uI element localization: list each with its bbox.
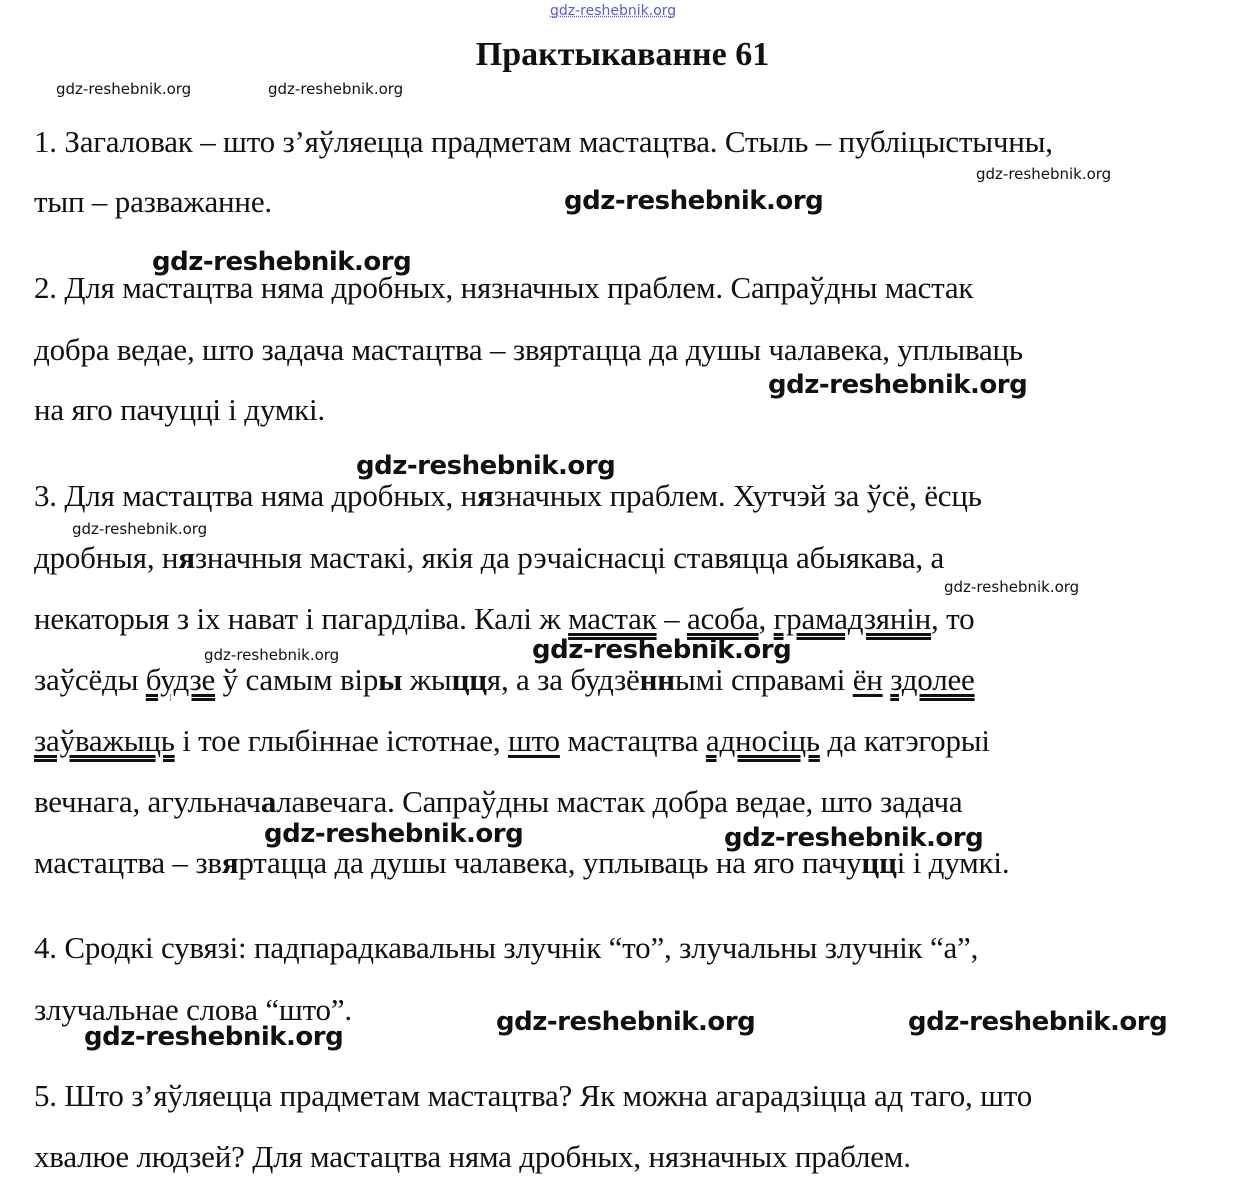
text-segment: 3. Для мастацтва няма дробных, н <box>34 478 478 513</box>
underlined-word: здолее <box>890 662 975 697</box>
text-segment: і тое глыбіннае істотнае, <box>174 723 508 758</box>
paragraph-4-line: злучальнае слова “што”. <box>34 992 352 1027</box>
watermark: gdz-reshebnik.org <box>944 578 1080 596</box>
text-segment: да катэгорыі <box>819 723 990 758</box>
paragraph-2-line: на яго пачуцці і думкі. <box>34 392 325 427</box>
text-segment: , <box>758 601 774 636</box>
paragraph-3-line <box>34 723 990 759</box>
text-segment: – <box>656 601 687 636</box>
text-segment: , то <box>931 601 975 636</box>
bold-letter: ы <box>378 662 403 697</box>
watermark: gdz-reshebnik.org <box>532 635 792 665</box>
watermark: gdz-reshebnik.org <box>564 186 824 216</box>
watermark: gdz-reshebnik.org <box>72 520 208 538</box>
text-segment: ртацца да душы чалавека, уплываць на яго пачу <box>238 845 862 880</box>
underlined-word: што <box>507 723 560 758</box>
watermark: gdz-reshebnik.org <box>976 165 1112 183</box>
text-segment: заўсёды <box>34 662 146 697</box>
paragraph-3-line <box>34 478 982 514</box>
bold-letter: я <box>477 478 494 513</box>
watermark: gdz-reshebnik.org <box>268 80 404 98</box>
watermark: gdz-reshebnik.org <box>356 451 616 481</box>
text-segment: вечнага, агульнач <box>34 784 261 819</box>
paragraph-3-line <box>34 784 962 820</box>
watermark: gdz-reshebnik.org <box>84 1022 344 1052</box>
watermark: gdz-reshebnik.org <box>768 370 1028 400</box>
underlined-word: адносіць <box>705 723 820 758</box>
text-segment: некаторыя з іх нават і пагардліва. Калі ж <box>34 601 569 636</box>
bold-letter: я <box>221 845 239 880</box>
text-segment: ў самым вір <box>215 662 379 697</box>
underlined-word: заўважыць <box>34 723 175 758</box>
paragraph-1-line: 1. Загаловак – што з’яўляецца прадметам мастацтва. Стыль – публіцыстычны, <box>34 124 1053 159</box>
paragraph-2-line: добра ведае, што задача мастацтва – звяртацца да душы чалавека, уплываць <box>34 332 1023 367</box>
text-segment: я, а за будзё <box>486 662 640 697</box>
underlined-word: мастак <box>568 601 657 636</box>
watermark: gdz-reshebnik.org <box>724 823 984 853</box>
underlined-word: будзе <box>145 662 216 697</box>
text-segment: мастацтва <box>559 723 706 758</box>
watermark: gdz-reshebnik.org <box>908 1007 1168 1037</box>
underlined-word: грамадзянін <box>773 601 932 636</box>
text-segment: і і думкі. <box>896 845 1010 880</box>
paragraph-1-line: тып – разважанне. <box>34 184 272 219</box>
text-segment: значных праблем. Хутчэй за ўсё, ёсць <box>493 478 982 513</box>
bold-letter: нн <box>639 662 675 697</box>
page-title: Практыкаванне 61 <box>475 36 770 73</box>
underlined-word: ён <box>852 662 883 697</box>
paragraph-4-line: 4. Сродкі сувязі: падпарадкавальны злучнік “то”, злучальны злучнік “а”, <box>34 930 979 965</box>
bold-letter: я <box>178 540 195 575</box>
watermark: gdz-reshebnik.org <box>204 646 340 664</box>
text-segment: жы <box>402 662 452 697</box>
paragraph-3-line <box>34 601 974 637</box>
bold-letter: цц <box>861 845 897 880</box>
watermark: gdz-reshebnik.org <box>152 247 412 277</box>
text-segment: дробныя, н <box>34 540 179 575</box>
watermark: gdz-reshebnik.org <box>56 80 192 98</box>
text-segment: значныя мастакі, якія да рэчаіснасці ставяцца абыякава, а <box>194 540 945 575</box>
header-watermark-link[interactable]: gdz-reshebnik.org <box>550 3 677 19</box>
watermark: gdz-reshebnik.org <box>264 819 524 849</box>
paragraph-2-line: 2. Для мастацтва няма дробных, нязначных праблем. Сапраўдны мастак <box>34 270 974 305</box>
underlined-word: асоба <box>686 601 759 636</box>
paragraph-5-line: 5. Што з’яўляецца прадметам мастацтва? Як можна агарадзіцца ад таго, што <box>34 1078 1033 1113</box>
watermark: gdz-reshebnik.org <box>496 1007 756 1037</box>
paragraph-3-line <box>34 662 975 698</box>
paragraph-5-line: хвалюе людзей? Для мастацтва няма дробных, нязначных праблем. <box>34 1139 911 1174</box>
text-segment: мастацтва – зв <box>34 845 222 880</box>
text-segment: лавечага. Сапраўдны мастак добра ведае, што задача <box>276 784 963 819</box>
paragraph-3-line <box>34 540 944 576</box>
bold-letter: цц <box>451 662 487 697</box>
bold-letter: а <box>260 784 277 819</box>
text-segment: ымі справамі <box>674 662 853 697</box>
